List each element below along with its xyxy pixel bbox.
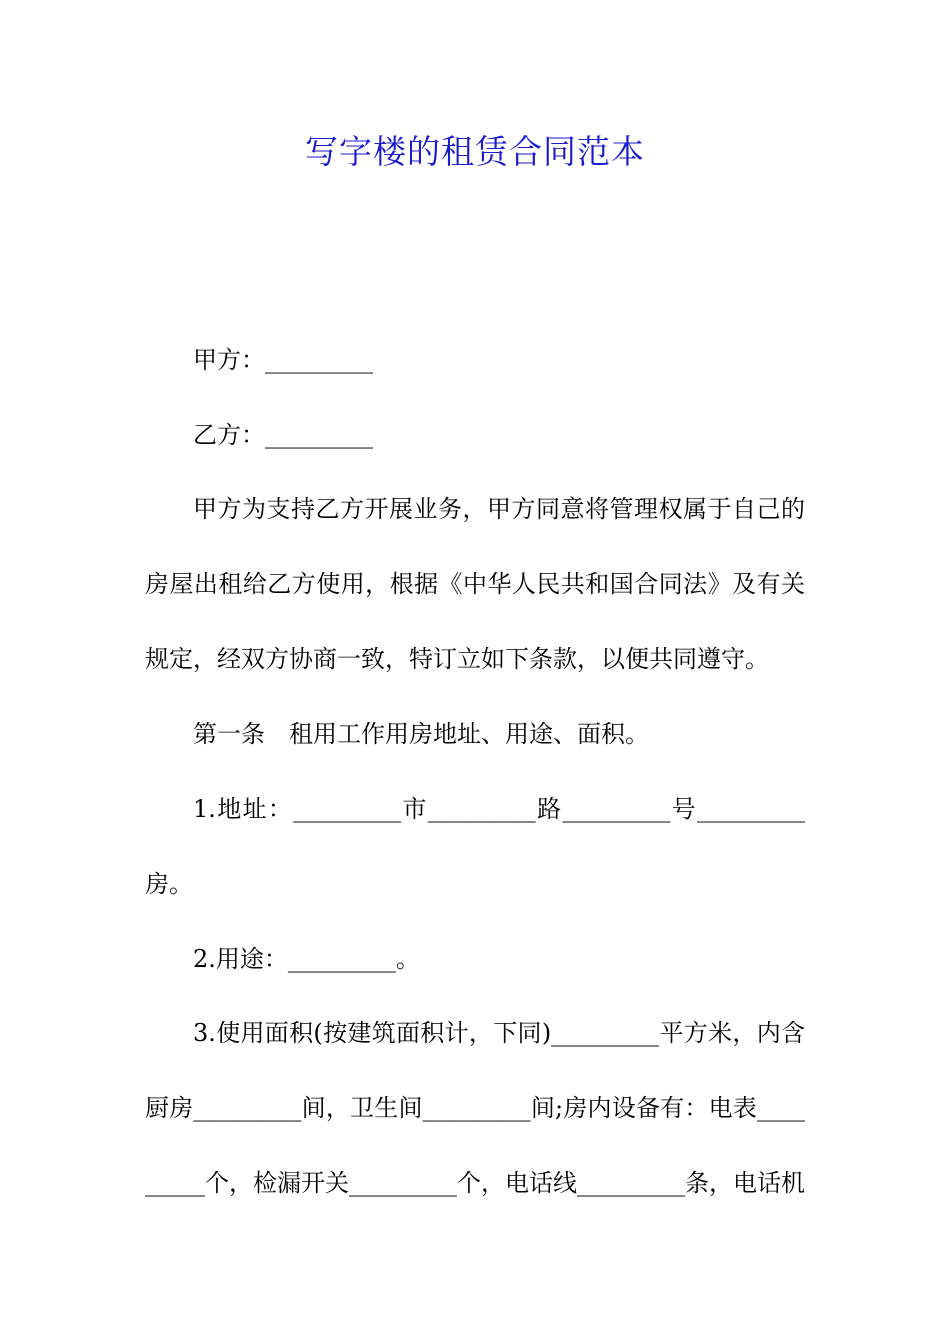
article-heading: 第一条 租用工作用房地址、用途、面积。 bbox=[193, 720, 649, 748]
area-line: 厨房_________间，卫生间_________间;房内设备有：电表____ bbox=[145, 1094, 805, 1122]
address-line: 1.地址：_________市_________路_________号_________ bbox=[193, 795, 805, 823]
party-b-line: 乙方：_________ bbox=[193, 421, 373, 449]
usage-line: 2.用途：_________。 bbox=[193, 945, 420, 973]
paragraph-line: 房屋出租给乙方使用，根据《中华人民共和国合同法》及有关 bbox=[145, 570, 805, 598]
document-title: 写字楼的租赁合同范本 bbox=[305, 132, 645, 171]
address-line-end: 房。 bbox=[145, 870, 193, 898]
area-line: _____个，检漏开关_________个，电话线_________条，电话机 bbox=[145, 1169, 805, 1197]
party-a-line: 甲方：_________ bbox=[193, 346, 373, 374]
paragraph-line: 甲方为支持乙方开展业务，甲方同意将管理权属于自己的 bbox=[193, 495, 805, 523]
paragraph-line: 规定，经双方协商一致，特订立如下条款，以便共同遵守。 bbox=[145, 645, 769, 673]
area-line: 3.使用面积(按建筑面积计，下同)_________平方米，内含 bbox=[193, 1019, 805, 1047]
